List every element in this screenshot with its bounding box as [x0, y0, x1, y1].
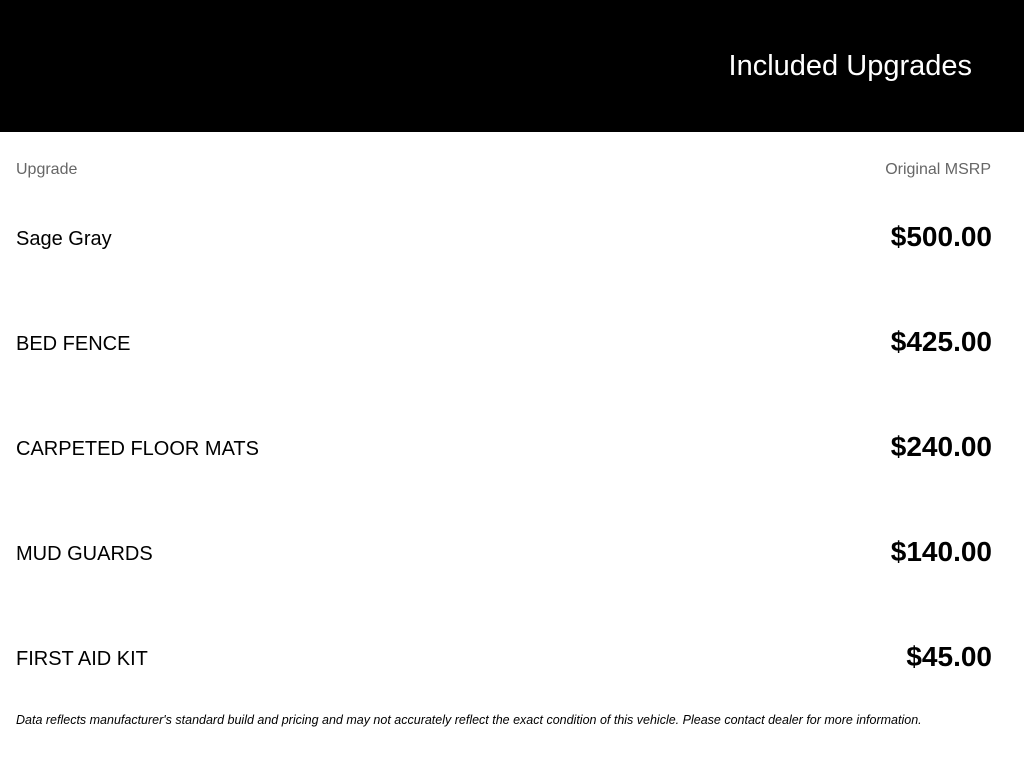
page-title: Included Upgrades	[728, 50, 972, 82]
column-header-upgrade: Upgrade	[16, 161, 78, 178]
upgrade-name: MUD GUARDS	[16, 543, 153, 565]
column-header-msrp: Original MSRP	[885, 161, 991, 178]
upgrade-name: BED FENCE	[16, 333, 131, 355]
upgrades-table	[0, 185, 1024, 710]
table-row	[0, 185, 1024, 290]
upgrade-price: $500.00	[890, 221, 992, 252]
table-row	[0, 605, 1024, 710]
disclaimer-text: Data reflects manufacturer's standard build and pricing and may not accurately reflect the exact condition of this vehicle. Please contact dealer for more information.	[16, 713, 922, 727]
upgrade-name: CARPETED FLOOR MATS	[16, 438, 259, 460]
header-bar	[0, 0, 1024, 132]
upgrade-price: $240.00	[890, 431, 992, 462]
table-row	[0, 290, 1024, 395]
upgrade-price: $45.00	[906, 641, 992, 672]
upgrade-name: Sage Gray	[16, 228, 112, 250]
table-row	[0, 395, 1024, 500]
table-row	[0, 500, 1024, 605]
upgrade-name: FIRST AID KIT	[16, 648, 148, 670]
upgrade-price: $140.00	[890, 536, 992, 567]
upgrade-price: $425.00	[890, 326, 992, 357]
